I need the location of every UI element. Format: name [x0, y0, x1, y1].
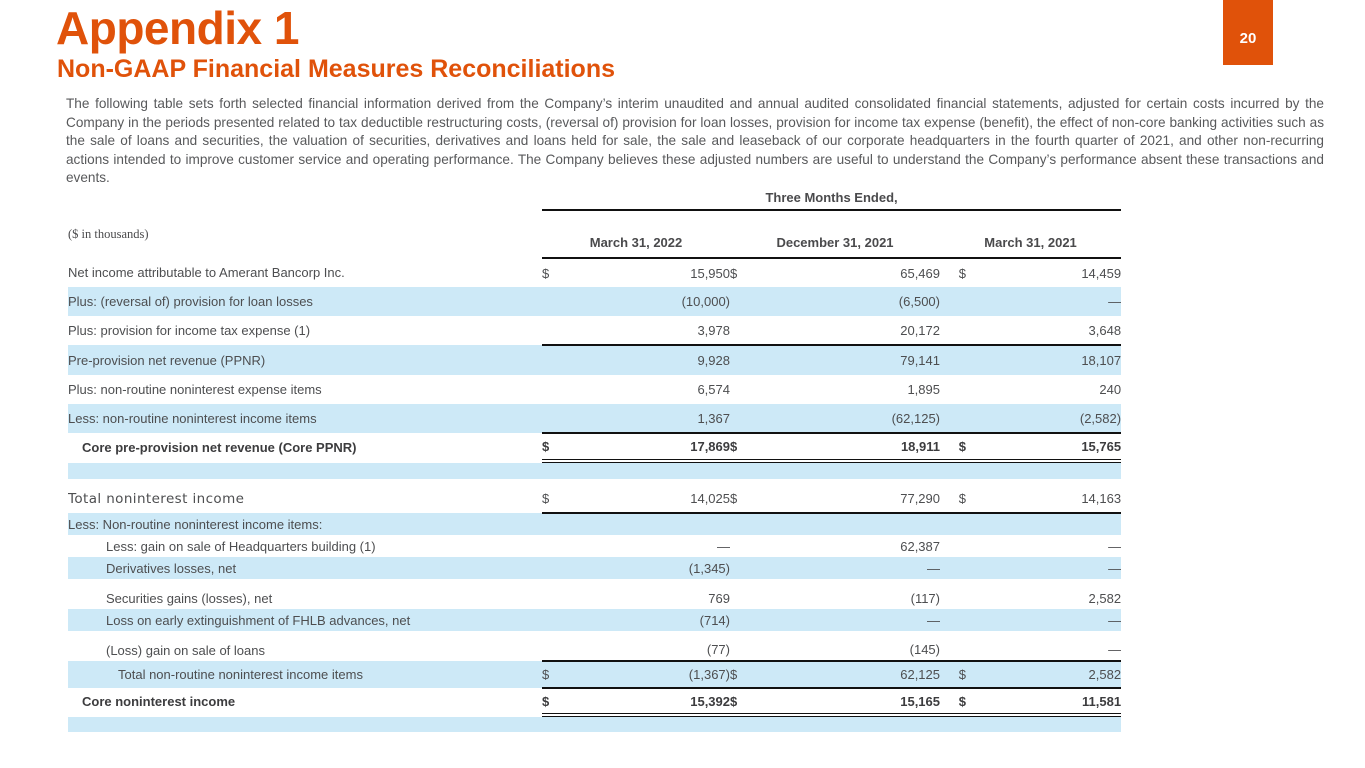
table-row — [68, 587, 1121, 609]
empty-band — [68, 715, 1121, 732]
currency-symbol — [940, 316, 966, 345]
table-row — [68, 287, 1121, 316]
value-dec31-2021 — [756, 513, 940, 535]
currency-symbol — [730, 404, 756, 433]
value-mar31-2022: 9,928 — [566, 345, 730, 375]
value-mar31-2022 — [566, 513, 730, 535]
value-mar31-2021: — — [966, 557, 1121, 579]
value-dec31-2021: 20,172 — [756, 316, 940, 345]
currency-symbol — [730, 557, 756, 579]
value-mar31-2022: (714) — [566, 609, 730, 631]
currency-symbol — [730, 587, 756, 609]
value-dec31-2021: (62,125) — [756, 404, 940, 433]
currency-symbol — [542, 535, 566, 557]
currency-symbol — [730, 287, 756, 316]
value-dec31-2021: 62,125 — [756, 661, 940, 688]
empty-band-row — [68, 715, 1121, 732]
value-dec31-2021: 1,895 — [756, 375, 940, 404]
currency-symbol — [940, 375, 966, 404]
currency-symbol — [542, 375, 566, 404]
column-header-dec31-2021: December 31, 2021 — [730, 210, 940, 258]
value-mar31-2021: 14,459 — [966, 258, 1121, 287]
value-mar31-2021: — — [966, 535, 1121, 557]
row-label: Core noninterest income — [68, 688, 542, 715]
currency-symbol — [940, 535, 966, 557]
currency-symbol: $ — [940, 661, 966, 688]
value-mar31-2022: 14,025 — [566, 484, 730, 513]
row-label: Loss on early extinguishment of FHLB advances, net — [68, 609, 542, 631]
spacer-row — [68, 631, 1121, 639]
currency-symbol: $ — [730, 484, 756, 513]
value-dec31-2021: 15,165 — [756, 688, 940, 715]
currency-symbol — [542, 404, 566, 433]
page-number: 20 — [1239, 30, 1257, 47]
currency-symbol: $ — [730, 661, 756, 688]
currency-symbol — [940, 404, 966, 433]
value-dec31-2021: (117) — [756, 587, 940, 609]
row-label: Securities gains (losses), net — [68, 587, 542, 609]
value-mar31-2021: 15,765 — [966, 433, 1121, 461]
table-row — [68, 535, 1121, 557]
reconciliation-table-wrap — [68, 190, 1121, 732]
spacer — [68, 579, 1121, 587]
value-mar31-2021: 2,582 — [966, 587, 1121, 609]
currency-symbol — [542, 639, 566, 661]
value-mar31-2021: 240 — [966, 375, 1121, 404]
currency-symbol: $ — [542, 688, 566, 715]
reconciliation-table — [68, 190, 1121, 732]
table-row — [68, 688, 1121, 715]
value-mar31-2022: 15,392 — [566, 688, 730, 715]
value-mar31-2022: (10,000) — [566, 287, 730, 316]
value-mar31-2021: 2,582 — [966, 661, 1121, 688]
value-mar31-2022: — — [566, 535, 730, 557]
value-dec31-2021: (6,500) — [756, 287, 940, 316]
currency-symbol — [940, 587, 966, 609]
table-row — [68, 433, 1121, 461]
spacer — [68, 631, 1121, 639]
value-dec31-2021: — — [756, 609, 940, 631]
row-label: Net income attributable to Amerant Bancorp Inc. — [68, 258, 542, 287]
table-row — [68, 258, 1121, 287]
row-label: Less: non-routine noninterest income items — [68, 404, 542, 433]
value-mar31-2022: (1,345) — [566, 557, 730, 579]
empty-band-row — [68, 461, 1121, 479]
currency-symbol: $ — [730, 688, 756, 715]
table-row — [68, 375, 1121, 404]
currency-symbol: $ — [542, 258, 566, 287]
value-mar31-2021: 3,648 — [966, 316, 1121, 345]
value-mar31-2021: — — [966, 287, 1121, 316]
currency-symbol: $ — [940, 433, 966, 461]
row-label: Derivatives losses, net — [68, 557, 542, 579]
value-dec31-2021: 62,387 — [756, 535, 940, 557]
row-label: Plus: provision for income tax expense (1) — [68, 316, 542, 345]
value-mar31-2021: 11,581 — [966, 688, 1121, 715]
currency-symbol — [542, 557, 566, 579]
currency-symbol — [730, 375, 756, 404]
currency-symbol: $ — [542, 484, 566, 513]
units-note: ($ in thousands) — [68, 226, 149, 241]
span-header: Three Months Ended, — [542, 190, 1121, 210]
value-dec31-2021: 18,911 — [756, 433, 940, 461]
currency-symbol — [730, 513, 756, 535]
currency-symbol: $ — [542, 661, 566, 688]
value-mar31-2021: — — [966, 609, 1121, 631]
currency-symbol — [940, 513, 966, 535]
value-mar31-2022: 17,869 — [566, 433, 730, 461]
currency-symbol — [542, 587, 566, 609]
value-dec31-2021: (145) — [756, 639, 940, 661]
value-mar31-2022: (77) — [566, 639, 730, 661]
currency-symbol: $ — [542, 433, 566, 461]
currency-symbol — [730, 639, 756, 661]
currency-symbol — [542, 316, 566, 345]
row-label: Plus: non-routine noninterest expense items — [68, 375, 542, 404]
value-mar31-2022: 15,950 — [566, 258, 730, 287]
table-dates-header-row — [68, 210, 1121, 258]
intro-paragraph: The following table sets forth selected financial information derived from the Company’s interim unaudited and annual audited consolidated financial statements, adjusted for certain costs incurred by the Company in the periods presented related to tax deductible restructuring costs, (reversal of) provision for loan losses, provision for income tax expense (benefit), the effect of non-core banking activities such as the sale of loans and securities, the valuation of securities, derivatives and loans held for sale, the sale and leaseback of our corporate headquarters in the fourth quarter of 2021, and other non-recurring actions intended to improve customer service and operating performance. The Company believes these adjusted numbers are useful to understand the Company’s performance absent these transactions and events. — [66, 96, 1324, 186]
currency-symbol: $ — [730, 258, 756, 287]
currency-symbol — [542, 609, 566, 631]
currency-symbol — [730, 345, 756, 375]
empty-band — [68, 461, 1121, 479]
spacer-cell — [68, 190, 542, 210]
page-number-badge — [1223, 0, 1273, 65]
currency-symbol — [940, 639, 966, 661]
currency-symbol: $ — [940, 688, 966, 715]
value-mar31-2022: (1,367) — [566, 661, 730, 688]
row-label: Total noninterest income — [68, 484, 542, 513]
value-mar31-2022: 6,574 — [566, 375, 730, 404]
row-label: Less: gain on sale of Headquarters building (1) — [68, 535, 542, 557]
currency-symbol — [940, 287, 966, 316]
currency-symbol: $ — [730, 433, 756, 461]
currency-symbol — [730, 316, 756, 345]
currency-symbol — [730, 535, 756, 557]
value-mar31-2022: 1,367 — [566, 404, 730, 433]
currency-symbol — [542, 513, 566, 535]
value-mar31-2021: (2,582) — [966, 404, 1121, 433]
table-row — [68, 345, 1121, 375]
currency-symbol: $ — [940, 484, 966, 513]
page-subtitle: Non-GAAP Financial Measures Reconciliations — [57, 55, 616, 83]
spacer-row — [68, 579, 1121, 587]
row-label: Pre-provision net revenue (PPNR) — [68, 345, 542, 375]
table-row — [68, 557, 1121, 579]
currency-symbol — [730, 609, 756, 631]
currency-symbol — [940, 557, 966, 579]
value-mar31-2021: 14,163 — [966, 484, 1121, 513]
value-mar31-2022: 3,978 — [566, 316, 730, 345]
table-row — [68, 484, 1121, 513]
currency-symbol — [940, 609, 966, 631]
row-label: Plus: (reversal of) provision for loan losses — [68, 287, 542, 316]
currency-symbol — [542, 345, 566, 375]
currency-symbol — [940, 345, 966, 375]
table-span-header-row — [68, 190, 1121, 210]
row-label: Less: Non-routine noninterest income items: — [68, 513, 542, 535]
currency-symbol — [542, 287, 566, 316]
value-mar31-2021 — [966, 513, 1121, 535]
row-label: Total non-routine noninterest income items — [68, 661, 542, 688]
value-dec31-2021: — — [756, 557, 940, 579]
value-dec31-2021: 79,141 — [756, 345, 940, 375]
table-row — [68, 513, 1121, 535]
column-header-mar31-2022: March 31, 2022 — [542, 210, 730, 258]
table-row — [68, 639, 1121, 661]
value-dec31-2021: 77,290 — [756, 484, 940, 513]
currency-symbol: $ — [940, 258, 966, 287]
table-row — [68, 316, 1121, 345]
page-title: Appendix 1 — [56, 2, 299, 54]
table-row — [68, 661, 1121, 688]
row-label: Core pre-provision net revenue (Core PPNR) — [68, 433, 542, 461]
value-mar31-2022: 769 — [566, 587, 730, 609]
value-mar31-2021: — — [966, 639, 1121, 661]
table-row — [68, 609, 1121, 631]
value-mar31-2021: 18,107 — [966, 345, 1121, 375]
value-dec31-2021: 65,469 — [756, 258, 940, 287]
row-label: (Loss) gain on sale of loans — [68, 639, 542, 661]
column-header-mar31-2021: March 31, 2021 — [940, 210, 1121, 258]
table-row — [68, 404, 1121, 433]
